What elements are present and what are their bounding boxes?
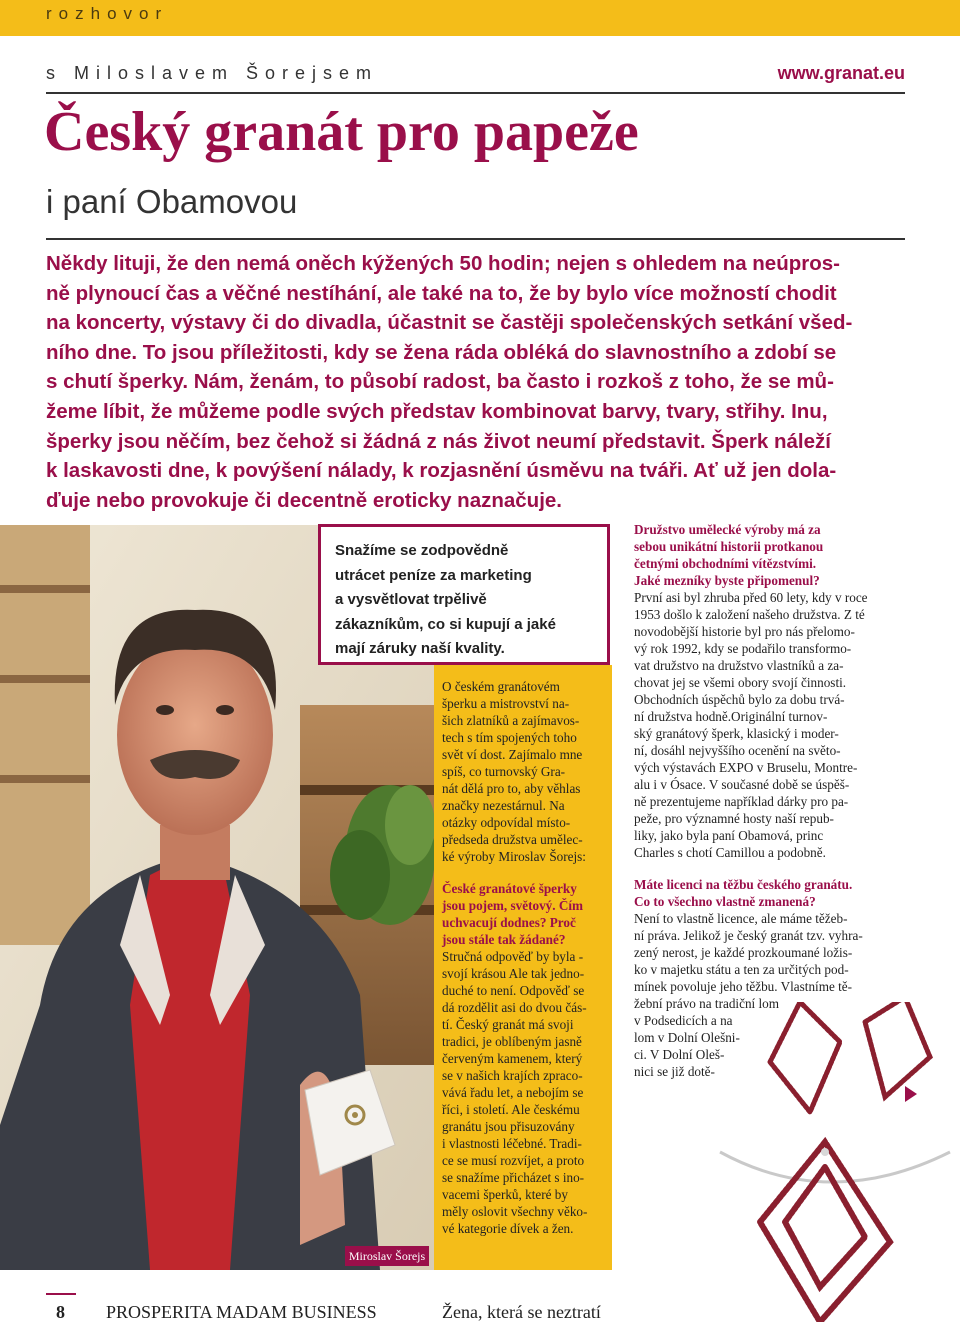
answer-line: alu i v Ósace. V současné době se úspěš- xyxy=(634,777,850,792)
intro-line: spíš, co turnovský Gra- xyxy=(442,764,566,779)
article-title: Český granát pro papeže xyxy=(44,101,639,163)
magazine-name: PROSPERITA MADAM BUSINESS xyxy=(106,1302,377,1322)
photo-caption: Miroslav Šorejs xyxy=(345,1246,429,1266)
quote-line: utrácet peníze za marketing xyxy=(335,566,532,584)
intro-line: značky nezestárnul. Na xyxy=(442,798,565,813)
answer-line: žební právo na tradiční lom xyxy=(634,996,780,1011)
answer-line: v Podsedicích a na xyxy=(634,1013,733,1028)
lead-paragraph xyxy=(46,249,908,515)
footer-rule xyxy=(46,1293,76,1295)
answer-line: tradici, je oblíbeným jasně xyxy=(442,1034,582,1049)
answer-line: nici se již dotě- xyxy=(634,1064,715,1079)
answer-line: se v našich krajích zpraco- xyxy=(442,1068,583,1083)
answer-line: říci, i století. Ale českému xyxy=(442,1102,580,1117)
lead-line: šperky jsou něčím, bez čehož si žádná z nás život neumí představit. Šperk náleží xyxy=(46,429,831,453)
column-a xyxy=(442,678,587,1237)
section-name: Žena, která se neztratí xyxy=(442,1302,601,1322)
answer-line: lom v Dolní Olešni- xyxy=(634,1030,740,1045)
answer-line: Charles s chotí Camillou a podobně. xyxy=(634,845,826,860)
answer-line: ně prezentujeme například dárky pro pa- xyxy=(634,794,849,809)
answer-line: granátu jsou přisuzovány xyxy=(442,1119,575,1134)
answer-line: se snažíme přicházet s ino- xyxy=(442,1170,585,1185)
intro-line: ké výroby Miroslav Šorejs: xyxy=(442,849,586,864)
answer-line: mínek povoluje jeho těžbu. Vlastníme tě- xyxy=(634,979,853,994)
answer-line: chovat jej se všemi obory svojí činnosti. xyxy=(634,675,847,690)
title-rule xyxy=(46,238,905,240)
lead-line: žeme líbit, že můžeme podle svých představ kombinovat barvy, tvary, střihy. Inu, xyxy=(46,399,828,423)
answer-line: liky, jako byla paní Obamová, princ xyxy=(634,828,824,843)
lead-line: na koncerty, výstavy či do divadla, účastnit se častěji společenských setkání všed- xyxy=(46,311,853,335)
triangle-right-icon xyxy=(905,1086,917,1102)
answer-line: vat družstvo na družstvo vlastníků a za- xyxy=(634,658,844,673)
answer-line: svojí krásou Ale tak jedno- xyxy=(442,966,585,981)
question-line: jsou stále tak žádané? xyxy=(442,932,566,947)
intro-line: šich zlatníků a zajímavos- xyxy=(442,713,580,728)
answer-line: peže, pro významné hosty naší repub- xyxy=(634,811,834,826)
quote-line: mají záruky naší kvality. xyxy=(335,640,505,657)
answer-line: tí. Český granát má svoji xyxy=(442,1017,574,1032)
answer-line: ko v majetku státu a ten za určitých pod- xyxy=(634,962,849,977)
interview-subhead: s Miloslavem Šorejsem xyxy=(46,63,379,83)
answer-line: Obchodních úspěchů bylo za dobu trvá- xyxy=(634,692,845,707)
intro-line: nát dělá pro to, aby věhlas xyxy=(442,781,581,796)
answer-line: ní práva. Jelikož je český granát tzv. vyhra- xyxy=(634,928,863,943)
question-line: Jaké mezníky byste připomenul? xyxy=(634,573,820,588)
question-line: České granátové šperky xyxy=(442,881,577,896)
lead-line: ďuje nebo provokuje či decentně eroticky naznačuje. xyxy=(46,488,562,512)
lead-line: ního dne. To jsou příležitosti, kdy se žena ráda obléká do slavnostního a zdobí se xyxy=(46,340,837,364)
website-link[interactable]: www.granat.eu xyxy=(777,63,905,83)
answer-line: vacemi šperků, které by xyxy=(442,1187,568,1202)
lead-line: s chutí šperky. Nám, ženám, to působí radost, ba často i rozkoš z toho, že se mů- xyxy=(46,370,834,394)
question-line: Družstvo umělecké výroby má za xyxy=(634,522,821,537)
question-line: sebou unikátní historii protkanou xyxy=(634,539,824,554)
answer-line: měly oslovit všechny věko- xyxy=(442,1204,588,1219)
garnet-pendant-image xyxy=(700,1002,960,1322)
column-b xyxy=(634,521,868,1080)
intro-line: O českém granátovém xyxy=(442,679,560,694)
quote-line: a vysvětlovat trpělivě xyxy=(335,591,487,608)
answer-line: vý rok 1992, kdy se podařilo transformo- xyxy=(634,641,852,656)
answer-line: i vlastnosti léčebné. Tradi- xyxy=(442,1136,582,1151)
page-number: 8 xyxy=(56,1302,65,1322)
intro-line: šperku a mistrovství na- xyxy=(442,696,570,711)
answer-line: vých výstavách EXPO v Bruselu, Montre- xyxy=(634,760,858,775)
intro-line: předseda družstva umělec- xyxy=(442,832,583,847)
quote-line: Snažíme se zodpovědně xyxy=(335,542,509,559)
lead-line: ně plynoucí čas a věčné nestíhání, ale také na to, že by bylo více možností chodit xyxy=(46,281,837,305)
answer-line: První asi byl zhruba před 60 lety, kdy v roce xyxy=(634,590,868,605)
intro-line: otázky odpovídal místo- xyxy=(442,815,571,830)
answer-line: vé kategorie dívek a žen. xyxy=(442,1221,574,1236)
answer-line: ní, dosáhl nejvyššího ocenění na světo- xyxy=(634,743,841,758)
answer-line: vává řadu let, a nebojím se xyxy=(442,1085,584,1100)
section-bar xyxy=(0,0,960,36)
answer-line: ce se musí rozvíjet, a proto xyxy=(442,1153,585,1168)
article-subtitle: i paní Obamovou xyxy=(46,183,298,220)
answer-line: duché to není. Odpověď se xyxy=(442,983,585,998)
pull-quote xyxy=(318,524,610,665)
answer-line: ní družstva hodně.Originální turnov- xyxy=(634,709,828,724)
answer-line: Není to vlastně licence, ale máme těžeb- xyxy=(634,911,848,926)
answer-line: novodobější historie byl pro nás přelomo- xyxy=(634,624,855,639)
intro-line: svět ví dost. Zajímalo mne xyxy=(442,747,583,762)
question-line: četnými obchodními vítězstvími. xyxy=(634,556,817,571)
answer-line: Stručná odpověď by byla - xyxy=(442,949,584,964)
answer-line: zený nerost, je každé prozkoumané ložis- xyxy=(634,945,853,960)
intro-line: tech s tím spojených toho xyxy=(442,730,577,745)
header-rule xyxy=(46,92,905,94)
question-line: Co to všechno vlastně zmanená? xyxy=(634,894,816,909)
answer-line: 1953 došlo k založení našeho družstva. Z té xyxy=(634,607,865,622)
answer-line: ský granátový šperk, klasický i moder- xyxy=(634,726,839,741)
lead-line: k laskavosti dne, k povýšení nálady, k rozjasnění úsměvu na tváři. Ať už jen dola- xyxy=(46,459,837,483)
answer-line: ci. V Dolní Oleš- xyxy=(634,1047,725,1062)
section-label: rozhovor xyxy=(46,4,169,23)
quote-line: zákazníkům, co si kupují a jaké xyxy=(335,615,556,633)
answer-line: červeným kamenem, který xyxy=(442,1051,583,1066)
answer-line: dá rozdělit asi do dvou čás- xyxy=(442,1000,587,1015)
question-line: Máte licenci na těžbu českého granátu. xyxy=(634,877,853,892)
paragraph-gap xyxy=(442,865,587,880)
question-line: jsou pojem, světový. Čím xyxy=(442,898,584,913)
question-line: uchvacují dodnes? Proč xyxy=(442,915,576,930)
paragraph-gap xyxy=(634,861,868,876)
lead-line: Někdy lituji, že den nemá oněch kýžených 50 hodin; nejen s ohledem na neúpros- xyxy=(46,252,840,275)
